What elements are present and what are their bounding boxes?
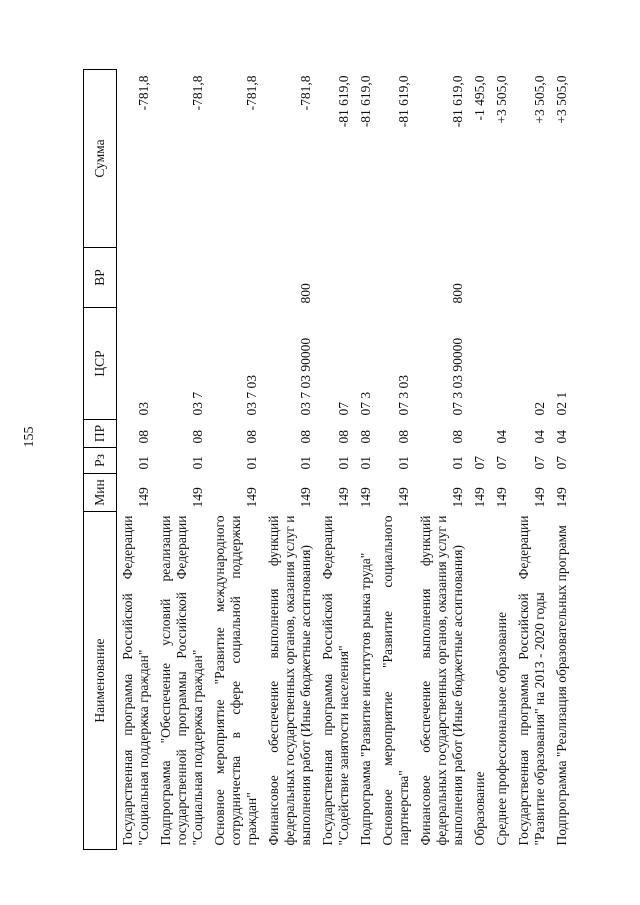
row-vr bbox=[551, 248, 573, 308]
row-name: Подпрограмма "Обеспечение условий реализации государственной программы Российской Федерации "Социальная поддержка граждан" bbox=[158, 515, 205, 846]
row-vr bbox=[377, 248, 415, 308]
table-row bbox=[209, 70, 263, 850]
header-rz: Рз bbox=[84, 448, 117, 474]
table-row bbox=[117, 70, 156, 850]
row-pr: 08 bbox=[358, 430, 373, 444]
row-rz: 01 bbox=[136, 456, 151, 470]
row-name: Подпрограмма "Реализация образовательных программ bbox=[554, 525, 569, 846]
row-sum: +3 505,0 bbox=[532, 75, 547, 124]
row-name: Государственная программа Российской Федерации "Социальная поддержка граждан" bbox=[120, 515, 151, 846]
row-pr bbox=[469, 420, 491, 448]
row-rz: 01 bbox=[358, 456, 373, 470]
row-min: 149 bbox=[336, 487, 351, 508]
row-min: 149 bbox=[136, 487, 151, 508]
row-pr: 08 bbox=[450, 430, 465, 444]
header-min: Мин bbox=[84, 474, 117, 512]
table-row bbox=[155, 70, 209, 850]
rotated-page-content bbox=[83, 70, 608, 850]
row-pr: 04 bbox=[494, 430, 509, 444]
row-vr bbox=[317, 248, 355, 308]
row-csr: 02 bbox=[532, 402, 547, 416]
table-row bbox=[377, 70, 415, 850]
row-csr: 02 1 bbox=[554, 391, 569, 416]
row-min: 149 bbox=[190, 487, 205, 508]
row-sum: -81 619,0 bbox=[396, 75, 411, 128]
header-csr: ЦСР bbox=[84, 308, 117, 420]
row-sum: -81 619,0 bbox=[336, 75, 351, 128]
row-pr: 04 bbox=[532, 430, 547, 444]
header-name: Наименование bbox=[84, 512, 117, 850]
row-name: Государственная программа Российской Федерации "Содействие занятости населения" bbox=[320, 515, 351, 846]
row-pr: 08 bbox=[190, 430, 205, 444]
row-vr: 800 bbox=[450, 283, 465, 304]
row-name: Среднее профессиональное образование bbox=[494, 611, 509, 846]
row-sum: -1 495,0 bbox=[472, 75, 487, 121]
row-sum: -81 619,0 bbox=[450, 75, 465, 128]
table-row bbox=[491, 70, 513, 850]
row-vr bbox=[469, 248, 491, 308]
row-csr: 07 3 bbox=[358, 391, 373, 416]
row-sum: -781,8 bbox=[298, 75, 313, 111]
row-name: Образование bbox=[472, 771, 487, 846]
row-vr bbox=[117, 248, 156, 308]
page-number: 155 bbox=[22, 426, 37, 448]
row-sum: +3 505,0 bbox=[554, 75, 569, 124]
row-vr bbox=[209, 248, 263, 308]
row-csr: 03 bbox=[136, 402, 151, 416]
row-vr bbox=[491, 248, 513, 308]
row-rz: 07 bbox=[554, 456, 569, 470]
header-vr: ВР bbox=[84, 248, 117, 308]
row-vr bbox=[513, 248, 551, 308]
row-rz: 01 bbox=[450, 456, 465, 470]
row-pr: 08 bbox=[396, 430, 411, 444]
row-pr: 08 bbox=[136, 430, 151, 444]
row-rz: 07 bbox=[472, 456, 487, 470]
row-rz: 01 bbox=[190, 456, 205, 470]
row-sum: -781,8 bbox=[136, 75, 151, 111]
row-min: 149 bbox=[450, 487, 465, 508]
table-row bbox=[469, 70, 491, 850]
row-csr: 07 3 03 90000 bbox=[450, 337, 465, 416]
row-rz: 01 bbox=[298, 456, 313, 470]
row-vr bbox=[355, 248, 377, 308]
row-min: 149 bbox=[244, 487, 259, 508]
header-sum: Сумма bbox=[84, 70, 117, 248]
row-pr: 08 bbox=[298, 430, 313, 444]
table-row bbox=[415, 70, 469, 850]
row-sum: -81 619,0 bbox=[358, 75, 373, 128]
row-rz: 07 bbox=[532, 456, 547, 470]
table-row bbox=[551, 70, 573, 850]
row-rz: 01 bbox=[396, 456, 411, 470]
row-pr: 08 bbox=[244, 430, 259, 444]
row-csr bbox=[491, 308, 513, 420]
row-vr bbox=[155, 248, 209, 308]
row-sum: -781,8 bbox=[244, 75, 259, 111]
row-min: 149 bbox=[396, 487, 411, 508]
row-name: Основное мероприятие "Развитие международного сотрудничества в сфере социальной поддержки граждан" bbox=[212, 515, 259, 846]
table-header-row bbox=[84, 70, 117, 850]
row-min: 149 bbox=[298, 487, 313, 508]
row-name: Основное мероприятие "Развитие социального партнерства" bbox=[380, 515, 411, 846]
row-min: 149 bbox=[358, 487, 373, 508]
row-csr: 03 7 bbox=[190, 391, 205, 416]
row-csr: 03 7 03 90000 bbox=[298, 337, 313, 416]
header-pr: ПР bbox=[84, 420, 117, 448]
row-min: 149 bbox=[554, 487, 569, 508]
row-name: Финансовое обеспечение выполнения функций федеральных государственных органов, оказания услуг и выполнения работ (Иные бюджетные ассигнования) bbox=[418, 515, 465, 846]
budget-table bbox=[83, 69, 573, 850]
row-min: 149 bbox=[472, 487, 487, 508]
row-rz: 01 bbox=[244, 456, 259, 470]
row-csr bbox=[469, 308, 491, 420]
row-rz: 01 bbox=[336, 456, 351, 470]
table-row bbox=[317, 70, 355, 850]
row-csr: 03 7 03 bbox=[244, 375, 259, 416]
row-csr: 07 3 03 bbox=[396, 375, 411, 416]
row-min: 149 bbox=[532, 487, 547, 508]
row-name: Финансовое обеспечение выполнения функций федеральных государственных органов, оказания услуг и выполнения работ (Иные бюджетные ассигнования) bbox=[266, 515, 313, 846]
row-pr: 04 bbox=[554, 430, 569, 444]
row-name: Подпрограмма "Развитие институтов рынка труда" bbox=[358, 552, 373, 846]
table-row bbox=[513, 70, 551, 850]
row-pr: 08 bbox=[336, 430, 351, 444]
row-vr: 800 bbox=[298, 283, 313, 304]
table-row bbox=[355, 70, 377, 850]
row-csr: 07 bbox=[336, 402, 351, 416]
row-sum: +3 505,0 bbox=[494, 75, 509, 124]
table-row bbox=[263, 70, 317, 850]
row-name: Государственная программа Российской Федерации "Развитие образования" на 2013 - 2020 годы bbox=[516, 515, 547, 846]
row-rz: 07 bbox=[494, 456, 509, 470]
row-sum: -781,8 bbox=[190, 75, 205, 111]
row-min: 149 bbox=[494, 487, 509, 508]
